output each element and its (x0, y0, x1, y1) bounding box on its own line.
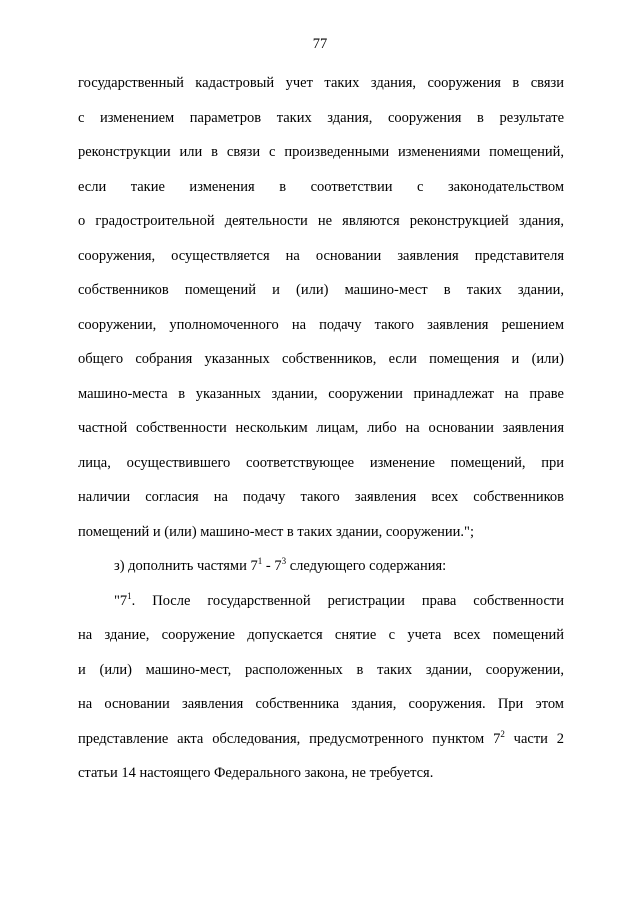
text-line: лица, осуществившего соответствующее изменение помещений, при (78, 454, 564, 471)
text-line (78, 722, 564, 757)
text-line: о градостроительной деятельности не являются реконструкцией здания, (78, 213, 564, 229)
amendment-clause (78, 549, 564, 584)
text-line: и (или) машино-мест, расположенных в таких здании, сооружении, (78, 661, 564, 678)
text-line: наличии согласия на подачу такого заявления всех собственников (78, 489, 564, 505)
text-line: частной собственности нескольким лицам, либо на основании заявления (78, 420, 564, 436)
superscript: 2 (500, 728, 505, 739)
page-number: 77 (312, 36, 328, 52)
clause-text: - 7 (262, 558, 282, 574)
part-number: "7 (114, 592, 128, 609)
document-body (78, 66, 564, 791)
text-line: государственный кадастровый учет таких здания, сооружения в связи (78, 75, 564, 91)
clause-text: следующего содержания: (286, 558, 447, 574)
text-line: с изменением параметров таких здания, сооружения в результате (78, 109, 564, 126)
text-line: сооружении, уполномоченного на подачу такого заявления решением (78, 316, 564, 333)
line-text: представление акта обследования, предусмотренного пунктом 7 (78, 730, 501, 747)
superscript: 3 (281, 556, 287, 566)
superscript: 1 (127, 590, 132, 601)
superscript: 1 (257, 556, 263, 566)
clause-text: з) дополнить частями 7 (114, 558, 258, 574)
text-line: машино-места в указанных здании, сооружении принадлежат на праве (78, 385, 564, 402)
text-line: общего собрания указанных собственников, если помещения и (или) (78, 351, 564, 367)
text-line: помещений и (или) машино-мест в таких здании, сооружении."; (78, 523, 474, 540)
line-text: . После государственной регистрации права собственности (131, 592, 564, 609)
text-line: на основании заявления собственника здания, сооружения. При этом (78, 696, 564, 712)
text-line: на здание, сооружение допускается снятие с учета всех помещений (78, 627, 564, 643)
text-line: собственников помещений и (или) машино-мест в таких здании, (78, 282, 564, 298)
text-line (78, 584, 564, 619)
text-line: если такие изменения в соответствии с законодательством (78, 178, 564, 195)
text-line: сооружения, осуществляется на основании заявления представителя (78, 247, 564, 264)
text-line: статьи 14 настоящего Федерального закона, не требуется. (78, 765, 434, 781)
line-text: части 2 (504, 730, 565, 747)
text-line: реконструкции или в связи с произведенными изменениями помещений, (78, 144, 564, 160)
